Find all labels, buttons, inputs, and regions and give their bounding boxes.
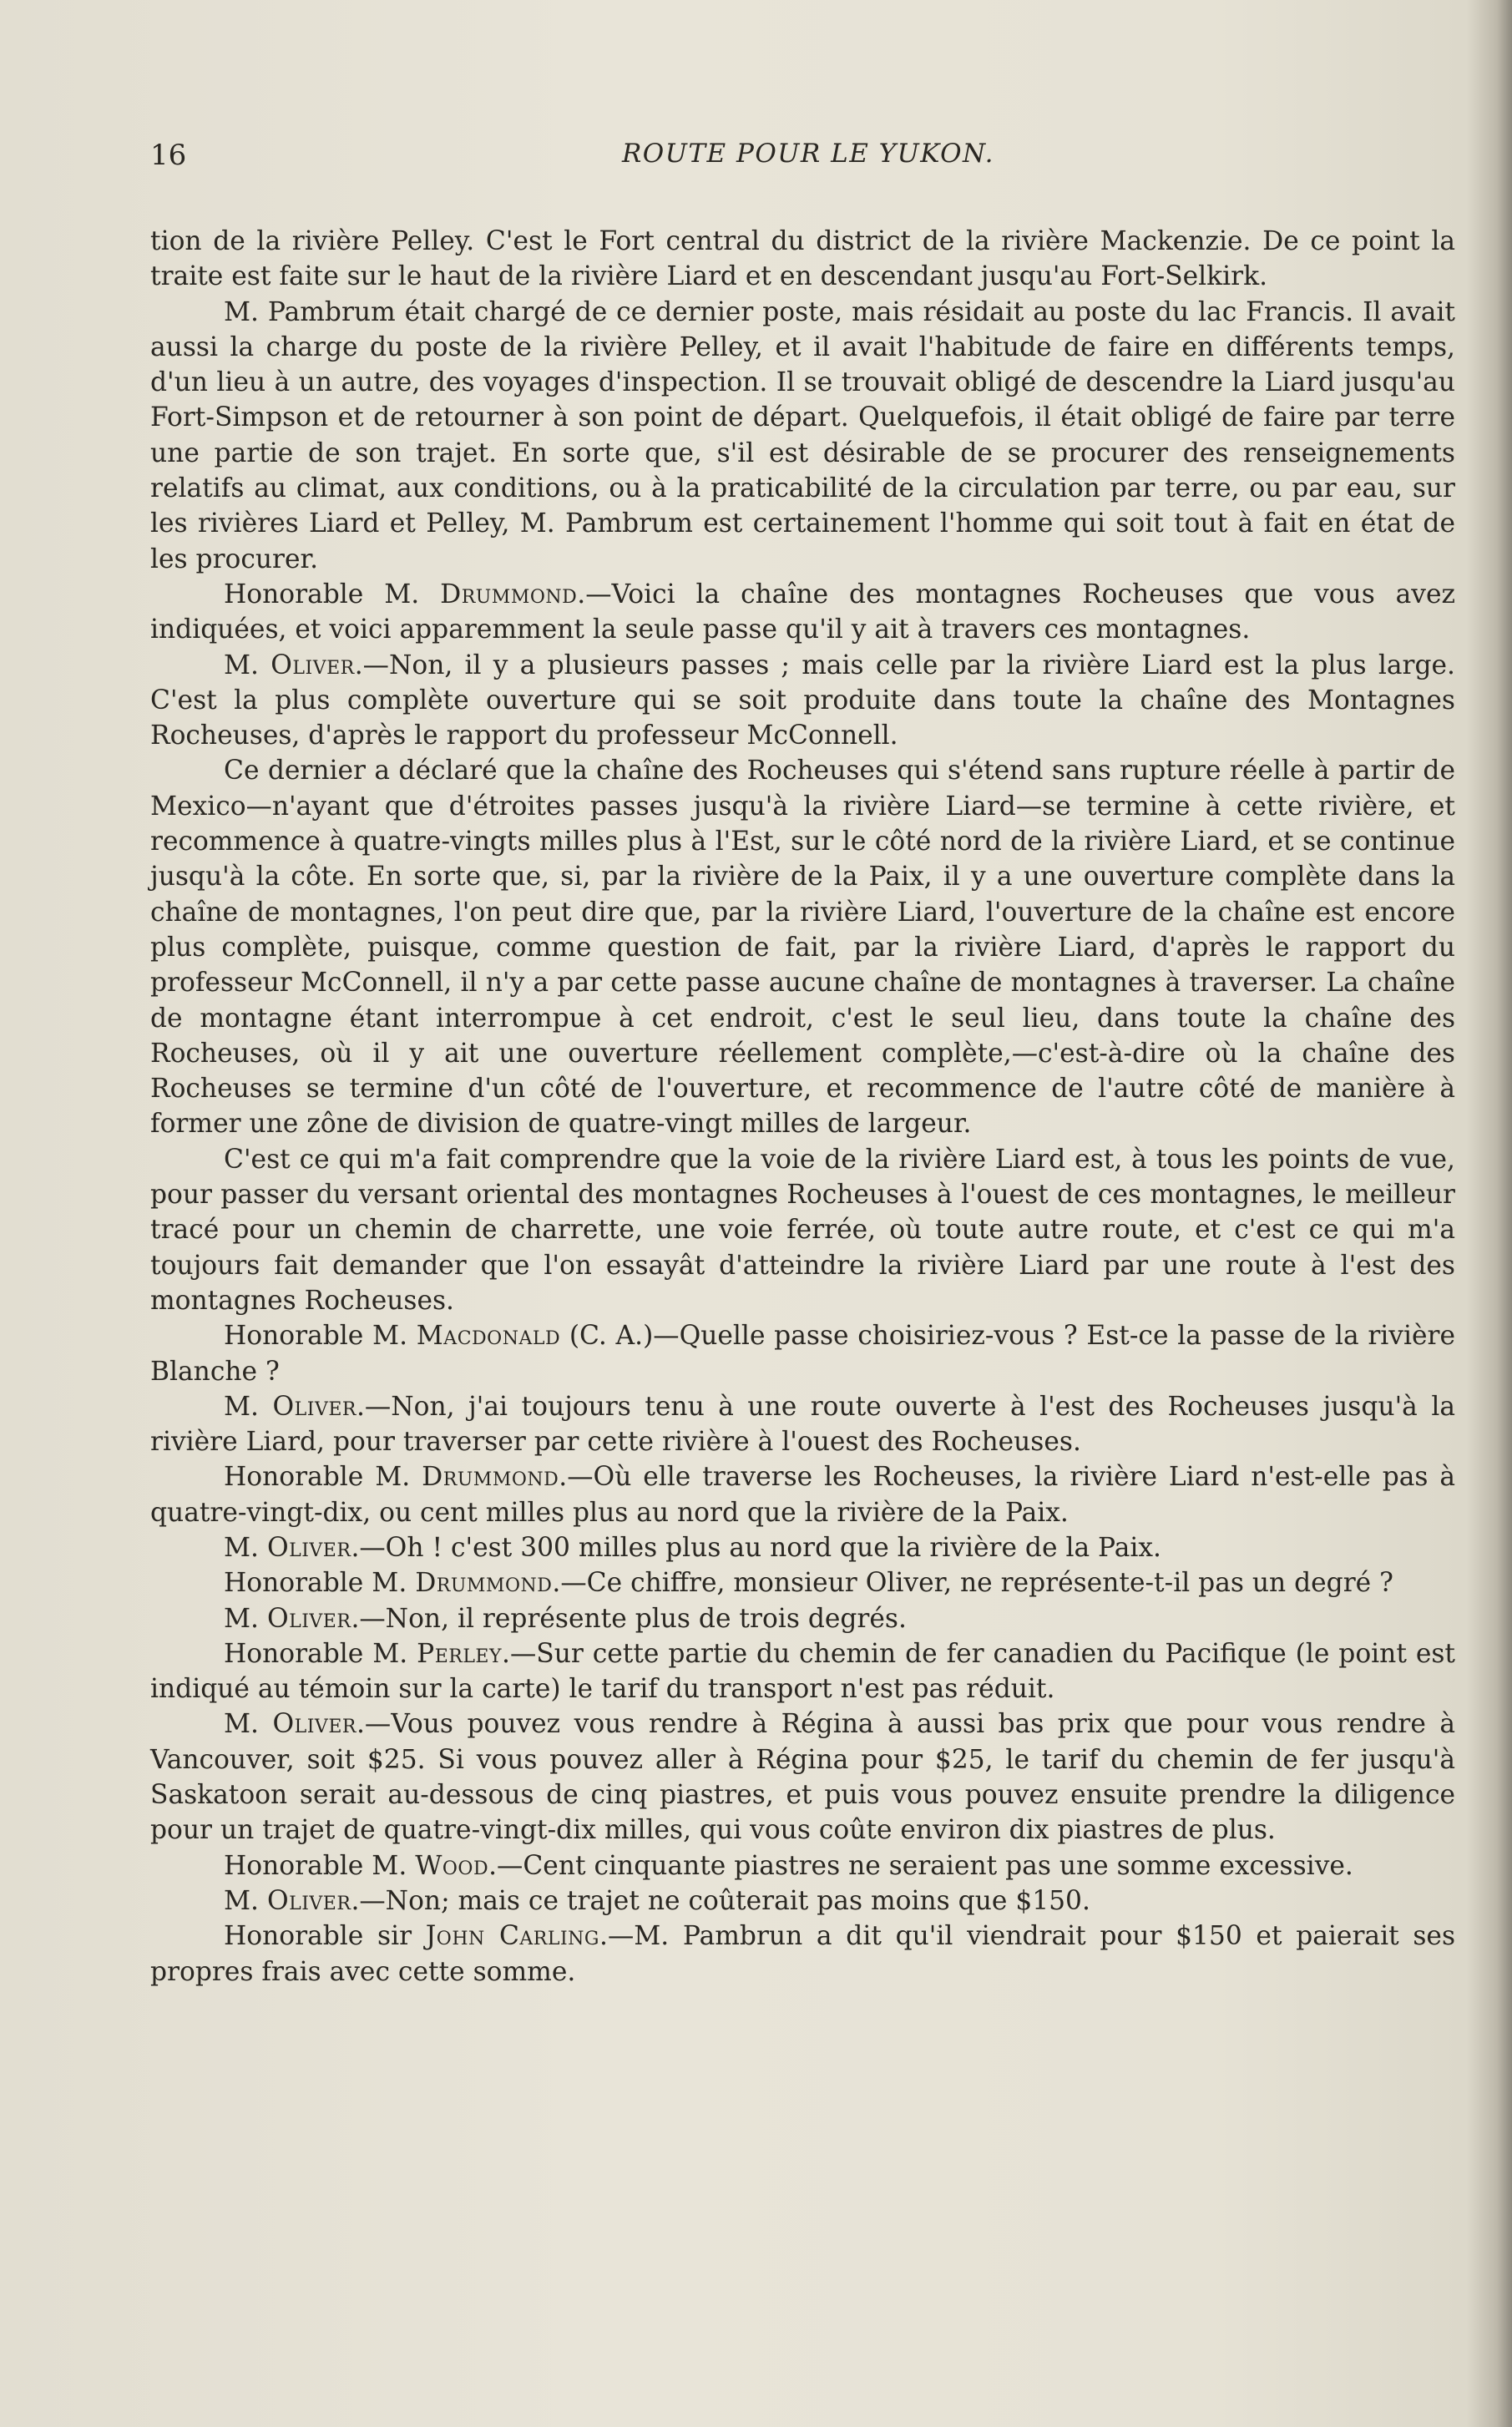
speaker-name: Oliver [266,1885,351,1916]
paragraph [150,1919,1455,1990]
paragraph-text: C'est ce qui m'a fait comprendre que la voie de la rivière Liard est, à tous les points de vue, pour passer du versant oriental des montagnes Rocheuses à l'ouest de ces montagnes, le meilleur tracé pour un chemin de charrette, une voie ferrée, où toute autre route, et c'est ce qui m'a toujours fait demander que l'on essayât d'atteindre la rivière Liard par une route à l'est des montagnes Rocheuses. [150,1144,1455,1316]
speaker-name: Perley [417,1638,503,1669]
paragraph [150,1142,1455,1318]
paragraph-text: Ce dernier a déclaré que la chaîne des Rocheuses qui s'étend sans rupture réelle à partir de Mexico—n'ayant que d'étroites passes jusqu'à la rivière Liard—se termine à cette rivière, et recommence à quatre-vingts milles plus à l'Est, sur le côté nord de la rivière Liard, et se continue jusqu'à la côte. En sorte que, si, par la rivière de la Paix, il y a une ouverture complète dans la chaîne de montagnes, l'on peut dire que, par la rivière Liard, l'ouverture de la chaîne est encore plus complète, puisque, comme question de fait, par la rivière Liard, d'après le rapport du professeur McConnell, il n'y a par cette passe aucune chaîne de montagnes à traverser. La chaîne de montagne étant interrompue à cet endroit, c'est le seul lieu, dans toute la chaîne des Rocheuses, où il y ait une ouverture réellement complète,—c'est-à-dire où la chaîne des Rocheuses se termine d'un côté de l'ouverture, et recommence de l'autre côté de manière à former une zône de division de quatre-vingt milles de largeur. [150,756,1455,1140]
paragraph-text: .—Cent cinquante piastres ne seraient pas une somme excessive. [488,1850,1353,1881]
paragraph-text: .—Ce chiffre, monsieur Oliver, ne représente-t-il pas un degré ? [552,1568,1393,1599]
paragraph-text: .—Non, j'ai toujours tenu à une route ouverte à l'est des Rocheuses jusqu'à la rivière Liard, pour traverser par cette rivière à l'ouest des Rocheuses. [150,1391,1455,1458]
paragraph-text: M. [224,1532,267,1563]
paragraph [150,1636,1455,1707]
paragraph-text: .—Où elle traverse les Rocheuses, la rivière Liard n'est-elle pas à quatre-vingt-dix, ou cent milles plus au nord que la rivière de la Paix. [150,1462,1455,1528]
paragraph [150,1883,1455,1919]
paragraph [150,753,1455,1141]
paragraph-text: .—Sur cette partie du chemin de fer canadien du Pacifique (le point est indiqué au témoin sur la carte) le tarif du transport n'est pas réduit. [150,1638,1455,1705]
paragraph [150,1565,1455,1600]
paragraph-text: Honorable sir [224,1921,426,1952]
paragraph [150,295,1455,577]
paragraph-text: M. [224,1391,273,1422]
paragraph-text: M. [224,1885,267,1916]
paragraph-text: Honorable M. [224,1462,422,1493]
paragraph-text: .—Non, il y a plusieurs passes ; mais celle par la rivière Liard est la plus large. C'est la plus complète ouverture qui se soit produite dans toute la chaîne des Montagnes Rocheuses, d'après le rapport du professeur McConnell. [150,650,1455,751]
paragraph-text: .—Non, il représente plus de trois degrés. [351,1603,907,1634]
paragraph-text: .—Non; mais ce trajet ne coûterait pas moins que $150. [351,1885,1090,1916]
paragraph-text: M. Pambrum était chargé de ce dernier poste, mais résidait au poste du lac Francis. Il avait aussi la charge du poste de la rivière Pelley, et il avait l'habitude de faire en différents temps, d'un lieu à un autre, des voyages d'inspection. Il se trouvait obligé de descendre la Liard jusqu'au Fort-Simpson et de retourner à son point de départ. Quelquefois, il était obligé de faire par terre une partie de son trajet. En sorte que, s'il est désirable de se procurer des renseignements relatifs au climat, aux conditions, ou à la praticabilité de la circulation par terre, ou par eau, sur les rivières Liard et Pelley, M. Pambrum est certainement l'homme qui soit tout à fait en état de les procurer. [150,296,1455,574]
paragraph-text: Honorable M. [224,1321,417,1352]
speaker-name: Oliver [266,1603,351,1634]
paragraph-text: .—M. Pambrun a dit qu'il viendrait pour $150 et paierait ses propres frais avec cette somme. [150,1921,1455,1987]
page-header [150,139,1466,172]
paragraph-text: .—Vous pouvez vous rendre à Régina à aussi bas prix que pour vous rendre à Vancouver, soit $25. Si vous pouvez aller à Régina pour $25, le tarif du chemin de fer jusqu'à Saskatoon serait au-dessous de cinq piastres, et puis vous pouvez ensuite prendre la diligence pour un trajet de quatre-vingt-dix milles, qui vous coûte environ dix piastres de plus. [150,1709,1455,1846]
paragraph-text: Honorable M. [224,1638,417,1669]
speaker-name: Oliver [271,650,355,680]
page-number: 16 [150,139,187,172]
paragraph-text: M. [224,1709,273,1740]
paragraph [150,577,1455,648]
paragraph [150,1601,1455,1636]
paragraph-text: .—Voici la chaîne des montagnes Rocheuses que vous avez indiquées, et voici apparemment la seule passe qu'il y ait à travers ces montagnes. [150,579,1456,645]
paragraph-text: Honorable M. [224,1850,416,1881]
paragraph-text: M. [224,650,271,680]
running-title: ROUTE POUR LE YUKON. [621,139,995,169]
paragraph [150,1318,1455,1389]
speaker-name: Drummond [415,1568,553,1599]
paragraph-text: Honorable M. [224,579,441,609]
paragraph-text: (C. A.)—Quelle passe choisiriez-vous ? Est-ce la passe de la rivière Blanche ? [150,1321,1455,1387]
speaker-name: Oliver [272,1709,357,1740]
speaker-name: Drummond [440,579,578,609]
paragraph [150,1848,1455,1883]
paragraph [150,1706,1455,1848]
paragraph-text: M. [224,1603,267,1634]
paragraph [150,1530,1455,1565]
speaker-name: John Carling [425,1921,599,1952]
paragraph-text: tion de la rivière Pelley. C'est le Fort central du district de la rivière Mackenzie. De ce point la traite est faite sur le haut de la rivière Liard et en descendant jusqu'au Fort-Selkirk. [150,226,1455,292]
speaker-name: Drummond [422,1462,559,1493]
paragraph-text: .—Oh ! c'est 300 milles plus au nord que la rivière de la Paix. [351,1532,1161,1563]
speaker-name: Oliver [266,1532,351,1563]
speaker-name: Oliver [272,1391,357,1422]
paragraph [150,1389,1455,1460]
body-text [150,224,1455,1990]
speaker-name: Macdonald [416,1321,561,1352]
paragraph-text: Honorable M. [224,1568,416,1599]
paragraph [150,648,1455,754]
paragraph [150,1459,1455,1530]
paragraph [150,224,1455,295]
speaker-name: Wood [415,1850,489,1881]
